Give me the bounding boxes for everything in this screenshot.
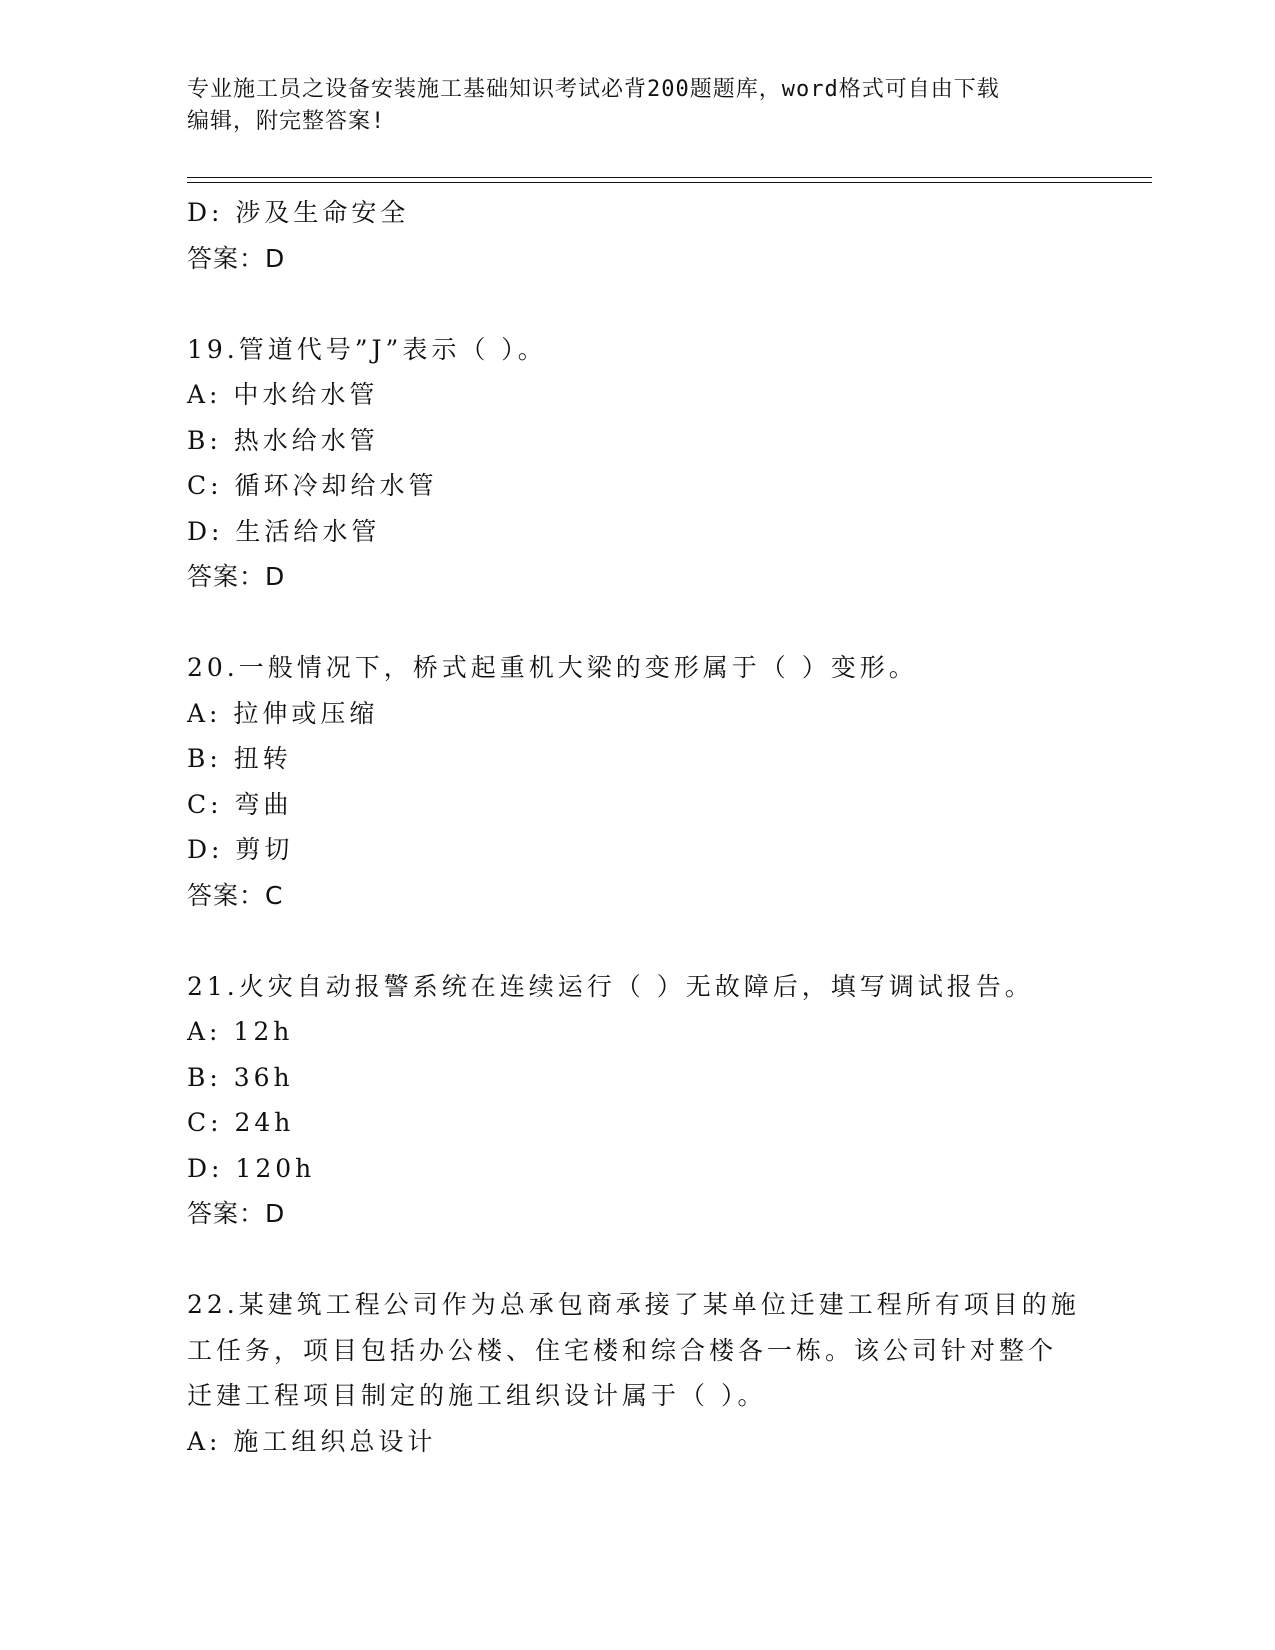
question-19-option-a: A: 中水给水管 [187,380,379,409]
question-20-stem: 20.一般情况下，桥式起重机大梁的变形属于（ ）变形。 [187,653,918,682]
question-list [187,190,1087,1464]
header-title-line-1: 专业施工员之设备安装施工基础知识考试必背200题题库，word格式可自由下载 [187,77,1000,102]
question-18-answer: 答案：D [187,243,286,273]
spacer [187,281,1087,327]
question-21-stem: 21.火灾自动报警系统在连续运行（ ）无故障后，填写调试报告。 [187,971,1034,1001]
question-21-option-c: C: 24h [187,1108,295,1137]
question-22-option-a: A: 施工组织总设计 [187,1426,437,1456]
question-22-stem-line-2: 工任务，项目包括办公楼、住宅楼和综合楼各一栋。该公司针对整个 [187,1335,1058,1365]
question-19-stem: 19.管道代号”J”表示（ ）。 [187,334,547,364]
document-header [187,74,1067,138]
question-19-option-c: C: 循环冷却给水管 [187,471,438,500]
question-20-option-c: C: 弯曲 [187,789,293,819]
question-19 [187,327,1087,600]
question-19-answer: 答案：D [187,562,286,591]
header-title-line-2: 编辑，附完整答案! [187,109,386,134]
question-21-answer: 答案：D [187,1199,286,1228]
question-18-option-d: D: 涉及生命安全 [187,198,410,227]
question-22-stem-line-1: 22.某建筑工程公司作为总承包商承接了某单位迁建工程所有项目的施 [187,1290,1080,1319]
question-21-option-b: B: 36h [187,1062,294,1092]
question-22 [187,1282,1087,1464]
header-divider-bottom [187,182,1152,183]
question-20-answer: 答案：C [187,880,284,910]
spacer [187,600,1087,646]
question-19-option-b: B: 热水给水管 [187,425,379,455]
spacer [187,1237,1087,1283]
question-20 [187,645,1087,918]
question-18-tail [187,190,1087,281]
question-21-option-d: D: 120h [187,1153,316,1183]
question-21 [187,964,1087,1237]
question-20-option-a: A: 拉伸或压缩 [187,698,379,728]
question-20-option-d: D: 剪切 [187,835,294,864]
question-19-option-d: D: 生活给水管 [187,516,381,546]
question-22-stem-line-3: 迁建工程项目制定的施工组织设计属于（ ）。 [187,1381,767,1410]
header-divider-top [187,177,1152,178]
question-21-option-a: A: 12h [187,1017,294,1046]
question-20-option-b: B: 扭转 [187,744,292,773]
spacer [187,918,1087,964]
